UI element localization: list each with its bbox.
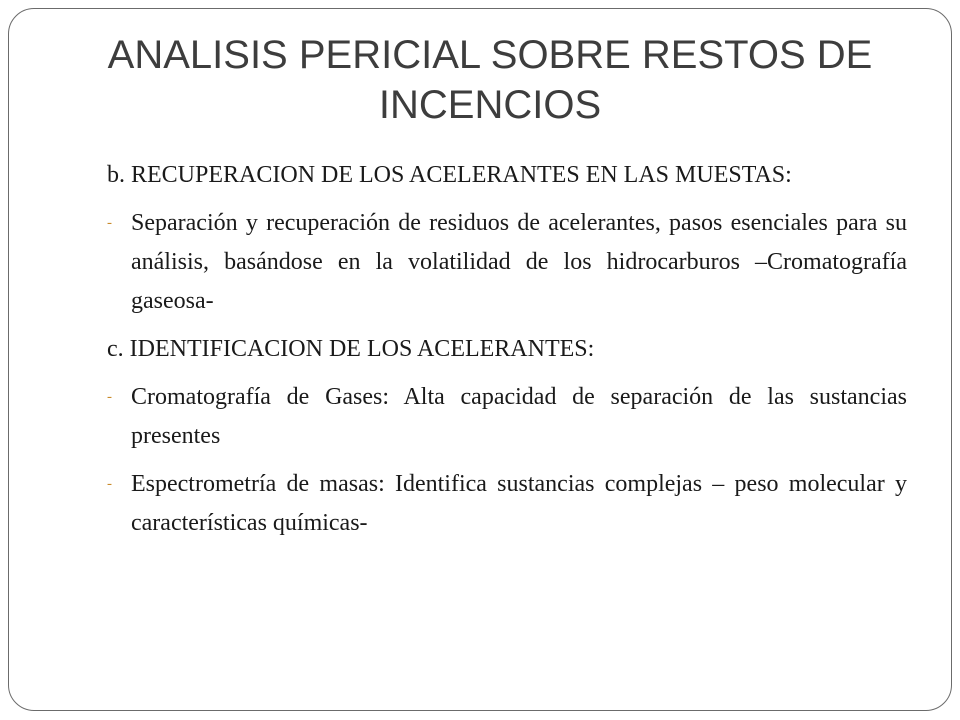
bullet-text: Cromatografía de Gases: Alta capacidad de separación de las sustancias presentes — [131, 384, 907, 449]
bullet-dash-icon: - — [107, 476, 112, 492]
bullet-cromatografia — [107, 378, 907, 456]
slide-title: ANALISIS PERICIAL SOBRE RESTOS DE INCENCIOS — [107, 33, 873, 127]
slide-body — [107, 156, 907, 552]
bullet-text: Separación y recuperación de residuos de acelerantes, pasos esenciales para su análisis, basándose en la volatilidad de los hidrocarburos –Cromatografía gaseosa- — [131, 210, 907, 314]
section-heading-identificacion: c. IDENTIFICACION DE LOS ACELERANTES: — [107, 336, 595, 362]
bullet-dash-icon: - — [107, 215, 112, 231]
section-heading-recuperacion: b. RECUPERACION DE LOS ACELERANTES EN LAS MUESTAS: — [107, 162, 792, 188]
bullet-dash-icon: - — [107, 389, 112, 405]
bullet-espectrometria — [107, 465, 907, 543]
bullet-text: Espectrometría de masas: Identifica sustancias complejas – peso molecular y características químicas- — [131, 471, 907, 536]
bullet-separacion — [107, 204, 907, 321]
